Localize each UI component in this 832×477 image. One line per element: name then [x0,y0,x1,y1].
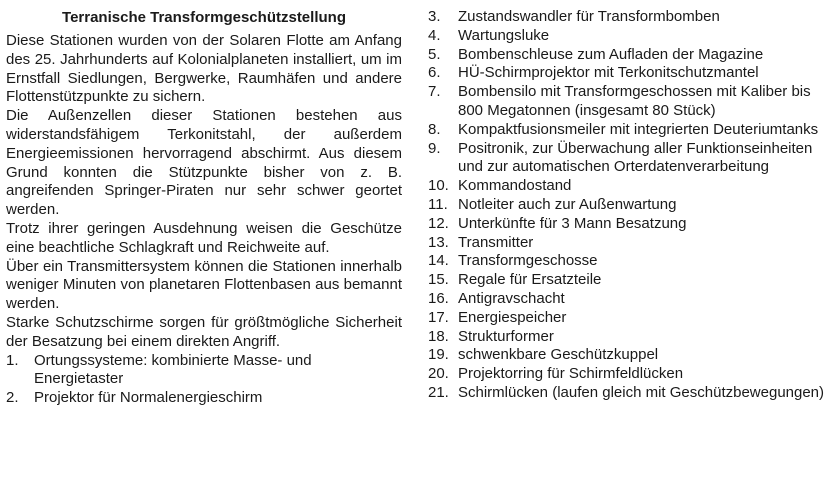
item-number: 11. [428,195,448,213]
item-text: Zustandswandler für Transformbomben [458,8,720,25]
item-text: HÜ-Schirmprojektor mit Terkonitschutzmantel [458,64,759,82]
item-text: Notleiter auch zur Außenwartung [458,195,677,213]
item-number: 7. [428,83,441,101]
item-text: Transmitter [458,233,534,251]
item-number: 12. [428,214,449,232]
item-number: 21. [428,383,449,401]
list-item [428,365,826,384]
item-number: 17. [428,308,449,326]
item-text: Bombenschleuse zum Aufladen der Magazine [458,45,764,63]
paragraph: Die Außenzellen dieser Stationen bestehen aus widerstandsfähigem Terkonitstahl, der außerdem Energieemissionen hervorragend abschirmt. Aus diesem Grund konnten die Stützpunkte bisher von z. B. angreifenden Springer-Piraten nur sehr schwer geortet werden. [6,107,402,219]
left-column [6,0,402,408]
paragraph: Trotz ihrer geringen Ausdehnung weisen die Geschütze eine beachtliche Schlagkraft und Reichweite auf. [6,219,402,256]
item-number: 16. [428,289,449,307]
item-number: 15. [428,271,449,289]
item-text: Projektor für Normalenergieschirm [34,389,263,407]
item-number: 13. [428,233,449,251]
list-item [428,234,826,253]
list-item [428,271,826,290]
legend-list-left [6,352,402,408]
list-item [428,290,826,309]
document-title: Terranische Transformgeschützstellung [62,9,346,26]
item-number: 14. [428,252,449,270]
list-item [428,8,826,27]
item-number: 4. [428,26,441,44]
item-text: Wartungsluke [458,26,550,44]
list-item [428,252,826,271]
list-item [428,384,826,403]
list-item [428,177,826,196]
item-text: schwenkbare Geschützkuppel [458,346,659,364]
list-item [428,309,826,328]
list-item [428,346,826,365]
item-text: Schirmlücken (laufen gleich mit Geschützbewegungen) [458,383,825,401]
item-text: Regale für Ersatzteile [458,271,602,289]
paragraph: Über ein Transmittersystem können die Stationen innerhalb weniger Minuten von planetaren Flottenbasen aus bemannt werden. [6,257,402,313]
item-number: 5. [428,45,441,63]
item-number: 8. [428,120,441,138]
paragraph: Starke Schutzschirme sorgen für größtmögliche Sicherheit der Besatzung bei einem direkten Angriff. [6,313,402,350]
list-item [428,46,826,65]
item-text: Strukturformer [458,327,554,345]
list-item [428,328,826,347]
list-item [428,27,826,46]
item-number: 6. [428,64,441,82]
item-text: Unterkünfte für 3 Mann Besatzung [458,214,687,232]
item-number: 1. [6,351,19,369]
legend-list-right [428,0,826,403]
item-number: 2. [6,389,19,407]
item-text: Energiespeicher [458,308,567,326]
list-item [428,121,826,140]
list-item [428,140,826,178]
list-item [6,352,402,390]
item-text: Antigravschacht [458,289,565,307]
item-number: 20. [428,365,449,383]
list-item [428,215,826,234]
item-text: Bombensilo mit Transformgeschossen mit Kaliber bis 800 Megatonnen (insgesamt 80 Stück) [458,83,811,119]
list-item [428,83,826,121]
list-item [428,196,826,215]
item-number: 19. [428,346,449,364]
paragraph: Diese Stationen wurden von der Solaren Flotte am Anfang des 25. Jahrhunderts auf Kolonialplaneten installiert, um im Ernstfall Siedlungen, Bergwerke, Raumhäfen und andere Flottenstützpunkte zu sichern. [6,32,402,106]
item-number: 3. [428,8,441,25]
item-text: Kompaktfusionsmeiler mit integrierten Deuteriumtanks [458,120,819,138]
item-text: Ortungssysteme: kombinierte Masse- und Energietaster [34,351,312,388]
list-item [428,64,826,83]
item-number: 18. [428,327,449,345]
item-text: Kommandostand [458,177,572,195]
item-text: Projektorring für Schirmfeldlücken [458,365,684,383]
item-number: 9. [428,139,441,157]
list-item [6,389,402,408]
item-number: 10. [428,177,449,195]
right-column [428,0,826,403]
item-text: Transformgeschosse [458,252,598,270]
item-text: Positronik, zur Überwachung aller Funktionseinheiten und zur automatischen Orterdatenverarbeitung [458,139,813,176]
